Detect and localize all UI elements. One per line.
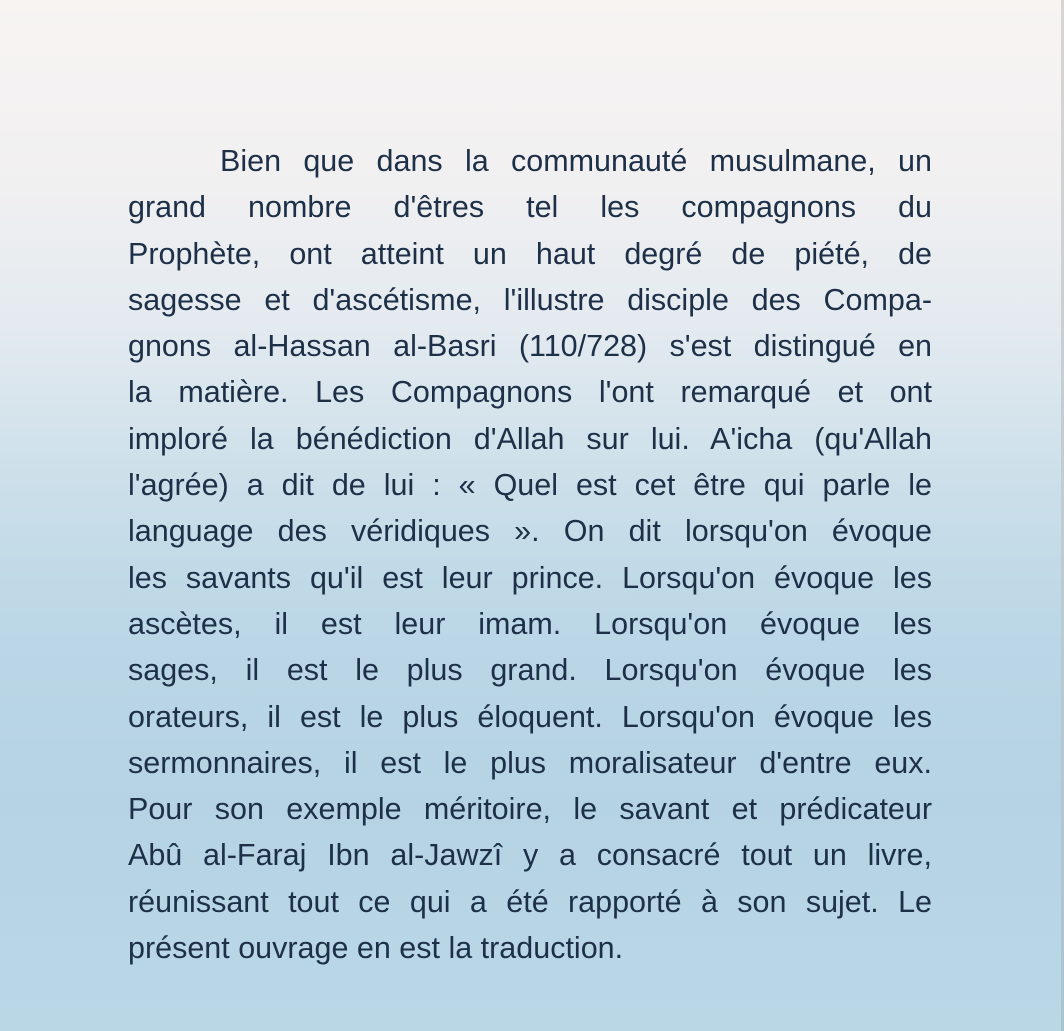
paragraph-line: la matière. Les Compagnons l'ont remarqué et ont <box>128 375 932 410</box>
paragraph-line: Prophète, ont atteint un haut degré de piété, de <box>128 236 932 271</box>
paragraph-line: imploré la bénédiction d'Allah sur lui. A'icha (qu'Allah <box>128 421 932 456</box>
paragraph-line: l'agrée) a dit de lui : « Quel est cet être qui parle le <box>128 468 932 503</box>
paragraph-line: language des véridiques ». On dit lorsqu'on évoque <box>128 514 932 549</box>
paragraph-line: Pour son exemple méritoire, le savant et prédicateur <box>128 792 932 827</box>
paragraph-line: grand nombre d'êtres tel les compagnons du <box>128 190 932 225</box>
paragraph-line: les savants qu'il est leur prince. Lorsqu'on évoque les <box>128 560 932 595</box>
paragraph-line: gnons al-Hassan al-Basri (110/728) s'est distingué en <box>128 329 932 364</box>
paragraph-line: sermonnaires, il est le plus moralisateur d'entre eux. <box>128 745 932 780</box>
paragraph-line: orateurs, il est le plus éloquent. Lorsqu'on évoque les <box>128 699 932 734</box>
paragraph-line: présent ouvrage en est la traduction. <box>128 931 624 966</box>
paragraph-line: réunissant tout ce qui a été rapporté à son sujet. Le <box>128 884 932 919</box>
paragraph-line: Abû al-Faraj Ibn al-Jawzî y a consacré tout un livre, <box>128 838 932 873</box>
body-paragraph <box>128 138 932 971</box>
paragraph-line: ascètes, il est leur imam. Lorsqu'on évoque les <box>128 606 932 641</box>
paragraph-line: sagesse et d'ascétisme, l'illustre disciple des Compa- <box>128 282 932 317</box>
paragraph-line: sages, il est le plus grand. Lorsqu'on évoque les <box>128 653 932 688</box>
paragraph-line: Bien que dans la communauté musulmane, un <box>220 144 932 178</box>
